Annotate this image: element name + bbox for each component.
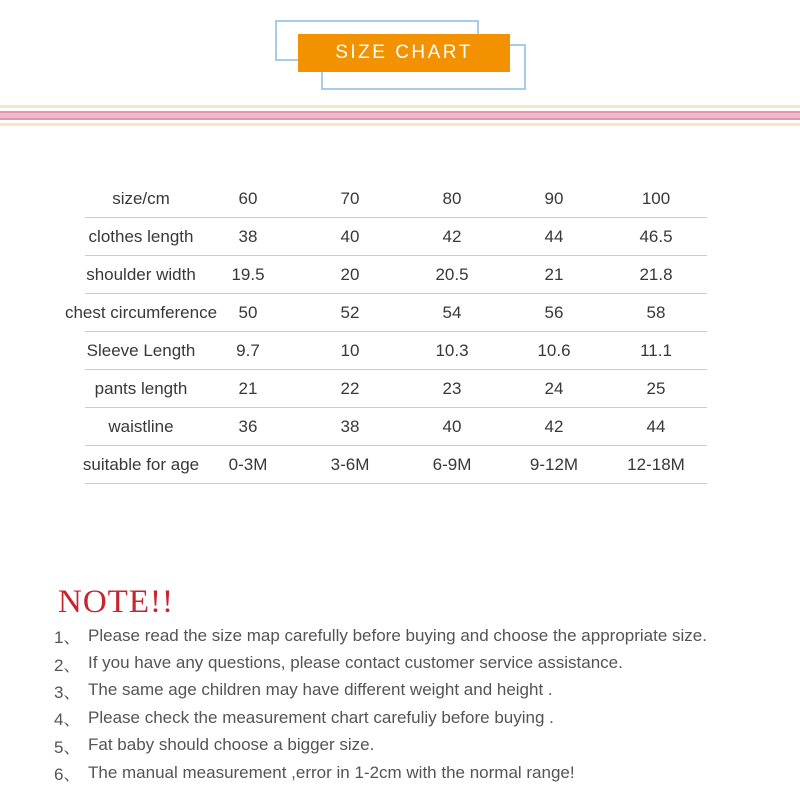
- note-item-number: 1、: [54, 628, 81, 648]
- size-table: [64, 180, 707, 484]
- note-item-number: 2、: [54, 655, 81, 675]
- cell-value: 0-3M: [228, 454, 268, 474]
- note-item-number: 6、: [54, 765, 81, 785]
- cell-value: 100: [641, 188, 671, 208]
- cell-value: 58: [646, 302, 666, 322]
- table-row: [85, 256, 707, 294]
- table-row: [85, 218, 707, 256]
- table-row-header: [85, 180, 707, 218]
- row-label: [85, 341, 197, 361]
- row-label-text: chest circumference: [64, 302, 218, 322]
- note-item: [54, 732, 774, 759]
- cell-value: 50: [238, 302, 258, 322]
- row-label: [85, 265, 197, 285]
- cell-value: 24: [544, 378, 564, 398]
- cell-value: 70: [340, 188, 360, 208]
- note-item: [54, 677, 774, 704]
- cell-value: 52: [340, 302, 360, 322]
- cell-value: 40: [340, 226, 360, 246]
- row-label: [82, 454, 200, 475]
- cell-value: 21: [544, 264, 564, 284]
- note-item: [54, 704, 774, 731]
- note-item: [54, 649, 774, 676]
- cell-value: 20.5: [435, 264, 469, 284]
- table-row: [64, 294, 707, 332]
- cell-value: 42: [544, 416, 564, 436]
- table-row: [85, 408, 707, 446]
- row-label: [85, 417, 197, 437]
- table-row: [85, 370, 707, 408]
- cell-value: 10: [340, 340, 360, 360]
- cell-value: 44: [646, 416, 666, 436]
- cell-value: 21.8: [639, 264, 673, 284]
- note-item-text: Fat baby should choose a bigger size.: [88, 735, 375, 755]
- note-item-number: 4、: [54, 710, 81, 730]
- note-item-text: If you have any questions, please contact customer service assistance.: [88, 653, 623, 673]
- cell-value: 44: [544, 226, 564, 246]
- note-item-text: Please check the measurement chart carefuliy before buying .: [88, 707, 554, 727]
- note-item-text: The same age children may have different weight and height .: [88, 680, 553, 700]
- cell-value: 20: [340, 264, 360, 284]
- size-chart-banner: [0, 0, 800, 100]
- note-item: [54, 622, 774, 649]
- cell-value: 90: [544, 188, 564, 208]
- note-list: [54, 622, 774, 786]
- cell-value: 9-12M: [529, 454, 579, 474]
- row-label-text: pants length: [94, 378, 188, 398]
- cell-value: 80: [442, 188, 462, 208]
- cell-value: 36: [238, 416, 258, 436]
- banner-title: SIZE CHART: [335, 42, 473, 63]
- cell-value: 21: [238, 378, 258, 398]
- cell-value: 42: [442, 226, 462, 246]
- note-item-text: Please read the size map carefully before buying and choose the appropriate size.: [88, 625, 707, 645]
- note-item-text: The manual measurement ,error in 1-2cm with the normal range!: [88, 762, 575, 782]
- cell-value: 38: [238, 226, 258, 246]
- row-label-text: Sleeve Length: [86, 340, 196, 360]
- cell-value: 23: [442, 378, 462, 398]
- cell-value: 19.5: [231, 264, 265, 284]
- note-title: NOTE!!: [58, 584, 174, 620]
- row-label: [85, 379, 197, 399]
- note-item: [54, 759, 774, 786]
- cell-value: 25: [646, 378, 666, 398]
- table-row: [85, 332, 707, 370]
- row-label-text: shoulder width: [86, 264, 196, 284]
- cell-value: 40: [442, 416, 462, 436]
- decorative-stripe-divider: [0, 105, 800, 126]
- cell-value: 11.1: [640, 340, 672, 360]
- row-label-text: suitable for age: [82, 454, 200, 474]
- cell-value: 22: [340, 378, 360, 398]
- row-label-text: size/cm: [112, 188, 170, 208]
- cell-value: 54: [442, 302, 462, 322]
- cell-value: 10.3: [435, 340, 469, 360]
- note-item-number: 3、: [54, 682, 81, 702]
- cell-value: 12-18M: [627, 454, 685, 474]
- cell-value: 9.7: [236, 340, 260, 360]
- row-label: [85, 227, 197, 247]
- table-row: [82, 446, 707, 484]
- cell-value: 38: [340, 416, 360, 436]
- banner-title-box: [298, 34, 510, 72]
- row-label: [85, 189, 197, 209]
- row-label-text: clothes length: [88, 226, 194, 246]
- cell-value: 56: [544, 302, 564, 322]
- cell-value: 60: [238, 188, 258, 208]
- row-label-text: waistline: [108, 416, 174, 436]
- cell-value: 10.6: [537, 340, 571, 360]
- cell-value: 6-9M: [432, 454, 472, 474]
- stripe-cream-bottom: [0, 123, 800, 126]
- note-item-number: 5、: [54, 737, 81, 757]
- cell-value: 3-6M: [330, 454, 370, 474]
- cell-value: 46.5: [639, 226, 673, 246]
- row-label: [64, 302, 218, 323]
